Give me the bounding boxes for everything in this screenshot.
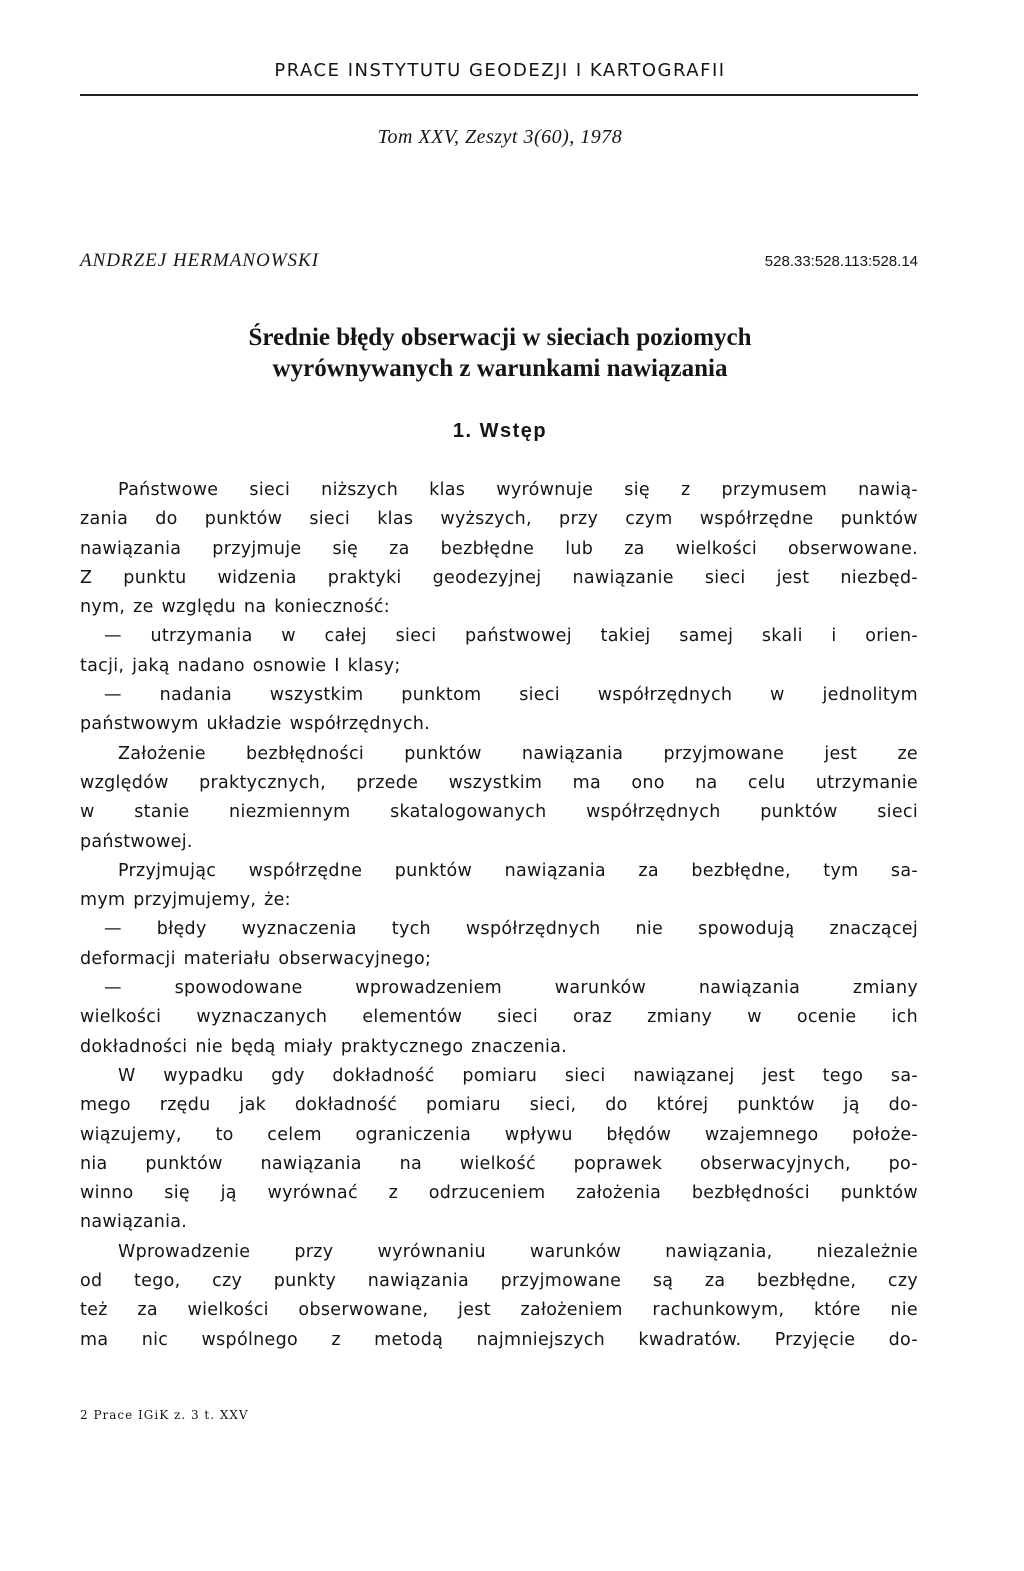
udc-code: 528.33:528.113:528.14 [764, 253, 918, 270]
text-line: nawiązania przyjmuje się za bezbłędne lub za wielkości obserwowane. [80, 538, 918, 559]
text-line: w stanie niezmiennym skatalogowanych współrzędnych punktów sieci [80, 802, 918, 823]
text-line: tacji, jaką nadano osnowie I klasy; [80, 655, 401, 676]
text-line: zania do punktów sieci klas wyższych, przy czym współrzędne punktów [80, 509, 918, 530]
journal-header: PRACE INSTYTUTU GEODEZJI I KARTOGRAFII [274, 60, 726, 81]
text-line: Państwowe sieci niższych klas wyrównuje się z przymusem nawią- [118, 480, 918, 500]
text-line: Z punktu widzenia praktyki geodezyjnej nawiązanie sieci jest niezbęd- [80, 567, 918, 588]
text-line: mym przyjmujemy, że: [80, 890, 291, 911]
text-line: — nadania wszystkim punktom sieci współrzędnych w jednolitym [104, 685, 918, 706]
text-line: — błędy wyznaczenia tych współrzędnych nie spowodują znaczącej [104, 919, 918, 940]
text-line: Założenie bezbłędności punktów nawiązania przyjmowane jest ze [118, 743, 918, 764]
header-rule [80, 94, 918, 96]
text-line: państwowej. [80, 831, 193, 852]
article-title-line: Średnie błędy obserwacji w sieciach poziomych [248, 324, 752, 351]
volume-line: Tom XXV, Zeszyt 3(60), 1978 [377, 126, 623, 148]
text-line: ma nic wspólnego z metodą najmniejszych kwadratów. Przyjęcie do- [80, 1329, 918, 1350]
text-line: mego rzędu jak dokładność pomiaru sieci, do której punktów ją do- [80, 1095, 918, 1116]
text-line: państwowym układzie współrzędnych. [80, 714, 431, 735]
text-line: deformacji materiału obserwacyjnego; [80, 948, 432, 969]
text-line: względów praktycznych, przede wszystkim ma ono na celu utrzymanie [80, 772, 918, 793]
text-line: wiązujemy, to celem ograniczenia wpływu błędów wzajemnego położe- [80, 1124, 918, 1145]
text-line: nawiązania. [80, 1212, 188, 1233]
text-line: — spowodowane wprowadzeniem warunków nawiązania zmiany [104, 978, 918, 999]
article-title [0, 322, 1000, 384]
text-line: od tego, czy punkty nawiązania przyjmowane są za bezbłędne, czy [80, 1271, 918, 1292]
author-name: ANDRZEJ HERMANOWSKI [80, 250, 320, 271]
section-heading: 1. Wstęp [452, 420, 548, 442]
text-line: dokładności nie będą miały praktycznego znaczenia. [80, 1036, 568, 1057]
text-line: winno się ją wyrównać z odrzuceniem założenia bezbłędności punktów [80, 1183, 918, 1204]
body-text [80, 476, 918, 1355]
text-line: W wypadku gdy dokładność pomiaru sieci nawiązanej jest tego sa- [118, 1065, 918, 1086]
text-line: też za wielkości obserwowane, jest założeniem rachunkowym, które nie [80, 1300, 918, 1321]
footer-note: 2 Prace IGiK z. 3 t. XXV [80, 1408, 249, 1422]
text-line: nia punktów nawiązania na wielkość poprawek obserwacyjnych, po- [80, 1153, 918, 1174]
text-line: — utrzymania w całej sieci państwowej takiej samej skali i orien- [104, 626, 918, 647]
text-line: Wprowadzenie przy wyrównaniu warunków nawiązania, niezależnie [118, 1241, 918, 1262]
text-line: Przyjmując współrzędne punktów nawiązania za bezbłędne, tym sa- [118, 860, 918, 881]
article-title-line: wyrównywanych z warunkami nawiązania [272, 355, 728, 382]
text-line: wielkości wyznaczanych elementów sieci oraz zmiany w ocenie ich [80, 1007, 918, 1028]
text-line: nym, ze względu na konieczność: [80, 597, 390, 618]
